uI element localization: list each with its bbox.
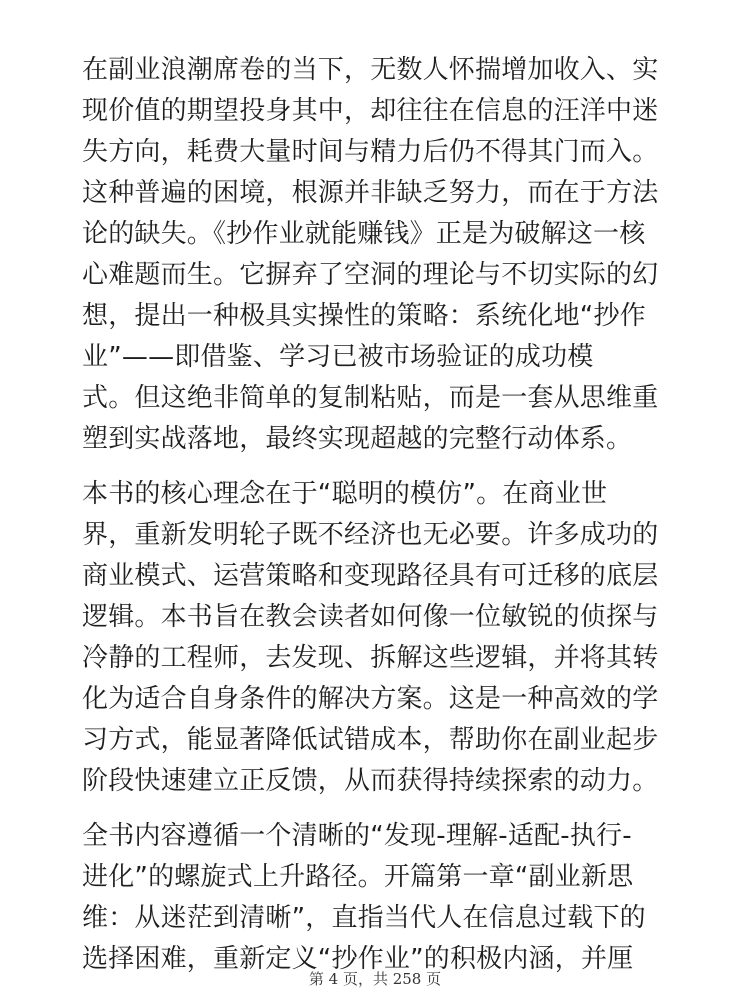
paragraph-1 <box>82 50 672 460</box>
body-text <box>82 50 672 994</box>
text-line: 塑到实战落地，最终实现超越的完整行动体系。 <box>82 424 633 454</box>
text-line: 心难题而生。它摒弃了空洞的理论与不切实际的幻 <box>82 260 659 290</box>
text-line: 本书的核心理念在于“聪明的模仿”。在商业世 <box>82 479 608 509</box>
text-line: 阶段快速建立正反馈，从而获得持续探索的动力。 <box>82 766 659 796</box>
text-line: 界，重新发明轮子既不经济也无必要。许多成功的 <box>82 520 659 550</box>
text-line: 逻辑。本书旨在教会读者如何像一位敏锐的侦探与 <box>82 602 659 632</box>
text-line: 选择困难，重新定义“抄作业”的积极内涵，并厘 <box>82 944 634 974</box>
paragraph-2 <box>82 474 672 802</box>
text-line: 全书内容遵循一个清晰的“发现-理解-适配-执行- <box>82 821 632 851</box>
text-line: 想，提出一种极具实操性的策略：系统化地“抄作 <box>82 301 646 331</box>
text-line: 在副业浪潮席卷的当下，无数人怀揣增加收入、实 <box>82 55 659 85</box>
text-line: 维：从迷茫到清晰”，直指当代人在信息过载下的 <box>82 903 646 933</box>
text-line: 式。但这绝非简单的复制粘贴，而是一套从思维重 <box>82 383 659 413</box>
text-line: 商业模式、运营策略和变现路径具有可迁移的底层 <box>82 561 659 591</box>
text-line: 现价值的期望投身其中，却往往在信息的汪洋中迷 <box>82 96 659 126</box>
text-line: 论的缺失。《抄作业就能赚钱》正是为破解这一核 <box>82 219 646 249</box>
text-line: 习方式，能显著降低试错成本，帮助你在副业起步 <box>82 725 659 755</box>
text-line: 进化”的螺旋式上升路径。开篇第一章“副业新思 <box>82 862 634 892</box>
text-line: 冷静的工程师，去发现、拆解这些逻辑，并将其转 <box>82 643 659 673</box>
page-number-footer: 第 4 页，共 258 页 <box>308 970 442 988</box>
text-line: 失方向，耗费大量时间与精力后仍不得其门而入。 <box>82 137 659 167</box>
text-line: 化为适合自身条件的解决方案。这是一种高效的学 <box>82 684 659 714</box>
text-line: 业”——即借鉴、学习已被市场验证的成功模 <box>82 342 594 372</box>
paragraph-3 <box>82 816 672 980</box>
text-line: 这种普遍的困境，根源并非缺乏努力，而在于方法 <box>82 178 659 208</box>
